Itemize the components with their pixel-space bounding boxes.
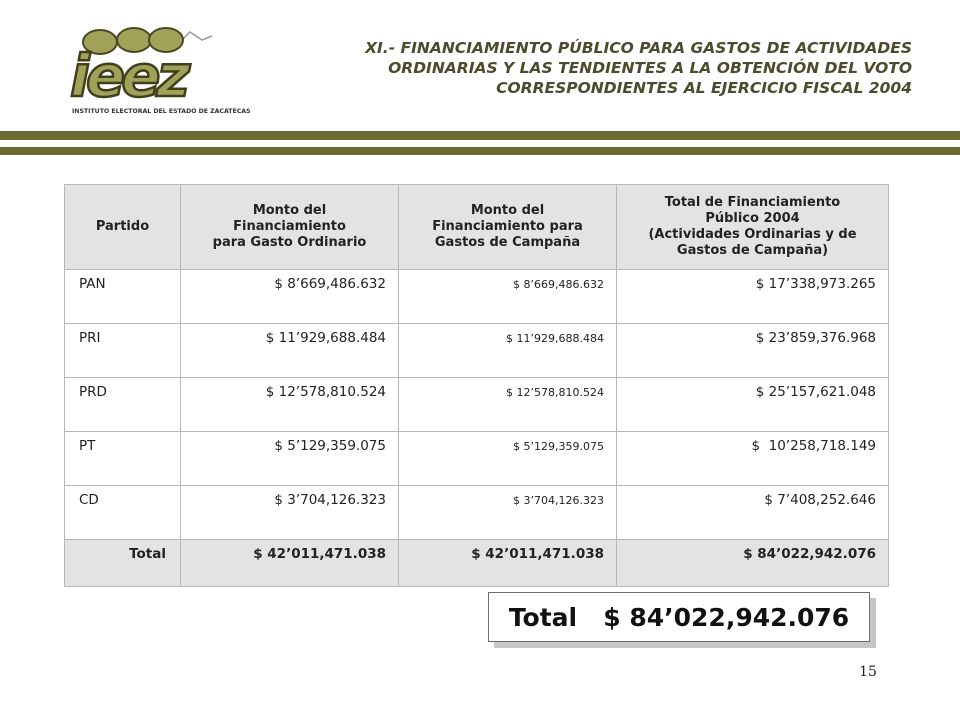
- cell-total-general: $ 84’022,942.076: [617, 540, 889, 587]
- cell-party: PT: [65, 432, 181, 486]
- cell-total-ordinario: $ 42’011,471.038: [181, 540, 399, 587]
- table-header-row: [65, 185, 889, 270]
- ieez-logo: [62, 18, 251, 120]
- header-partido: Partido: [65, 185, 181, 270]
- cell-total: $ 10’258,718.149: [617, 432, 889, 486]
- page-title: [292, 38, 912, 98]
- cell-total: $ 7’408,252.646: [617, 486, 889, 540]
- cell-campana: $ 11’929,688.484: [399, 324, 617, 378]
- header-divider-bottom: [0, 147, 960, 155]
- header-gasto-ordinario: Monto del Financiamiento para Gasto Ordinario: [181, 185, 399, 270]
- cell-party: PRI: [65, 324, 181, 378]
- cell-party: PAN: [65, 270, 181, 324]
- logo-caption: INSTITUTO ELECTORAL DEL ESTADO DE ZACATECAS: [72, 108, 251, 115]
- header-divider-top: [0, 131, 960, 140]
- financing-table: [64, 184, 889, 587]
- table-row: [65, 270, 889, 324]
- page-number: 15: [859, 664, 877, 680]
- table-row: [65, 324, 889, 378]
- cell-campana: $ 12’578,810.524: [399, 378, 617, 432]
- cell-ordinario: $ 12’578,810.524: [181, 378, 399, 432]
- cell-total-label: Total: [65, 540, 181, 587]
- table-row: [65, 432, 889, 486]
- cell-total-campana: $ 42’011,471.038: [399, 540, 617, 587]
- table-total-row: [65, 540, 889, 587]
- cell-ordinario: $ 8’669,486.632: [181, 270, 399, 324]
- header-gastos-campana: Monto del Financiamiento para Gastos de Campaña: [399, 185, 617, 270]
- cell-campana: $ 3’704,126.323: [399, 486, 617, 540]
- financing-table-wrapper: [64, 184, 888, 587]
- cell-party: PRD: [65, 378, 181, 432]
- cell-campana: $ 8’669,486.632: [399, 270, 617, 324]
- header-total-financiamiento: Total de Financiamiento Público 2004 (Actividades Ordinarias y de Gastos de Campaña): [617, 185, 889, 270]
- cell-campana: $ 5’129,359.075: [399, 432, 617, 486]
- table-row: [65, 486, 889, 540]
- cell-total: $ 17’338,973.265: [617, 270, 889, 324]
- logo-graphic: [62, 18, 251, 120]
- grand-total-value: $ 84’022,942.076: [603, 602, 850, 632]
- cell-party: CD: [65, 486, 181, 540]
- cell-total: $ 23’859,376.968: [617, 324, 889, 378]
- table-row: [65, 378, 889, 432]
- title-line-1: XI.- FINANCIAMIENTO PÚBLICO PARA GASTOS DE ACTIVIDADES: [365, 39, 912, 57]
- cell-ordinario: $ 5’129,359.075: [181, 432, 399, 486]
- title-line-3: CORRESPONDIENTES AL EJERCICIO FISCAL 2004: [496, 79, 912, 97]
- cell-ordinario: $ 11’929,688.484: [181, 324, 399, 378]
- grand-total-label: Total: [508, 602, 578, 632]
- logo-wordmark: ieez: [70, 42, 187, 110]
- cell-total: $ 25’157,621.048: [617, 378, 889, 432]
- cell-ordinario: $ 3’704,126.323: [181, 486, 399, 540]
- grand-total-box: [488, 592, 870, 642]
- title-line-2: ORDINARIAS Y LAS TENDIENTES A LA OBTENCIÓN DEL VOTO: [388, 59, 912, 77]
